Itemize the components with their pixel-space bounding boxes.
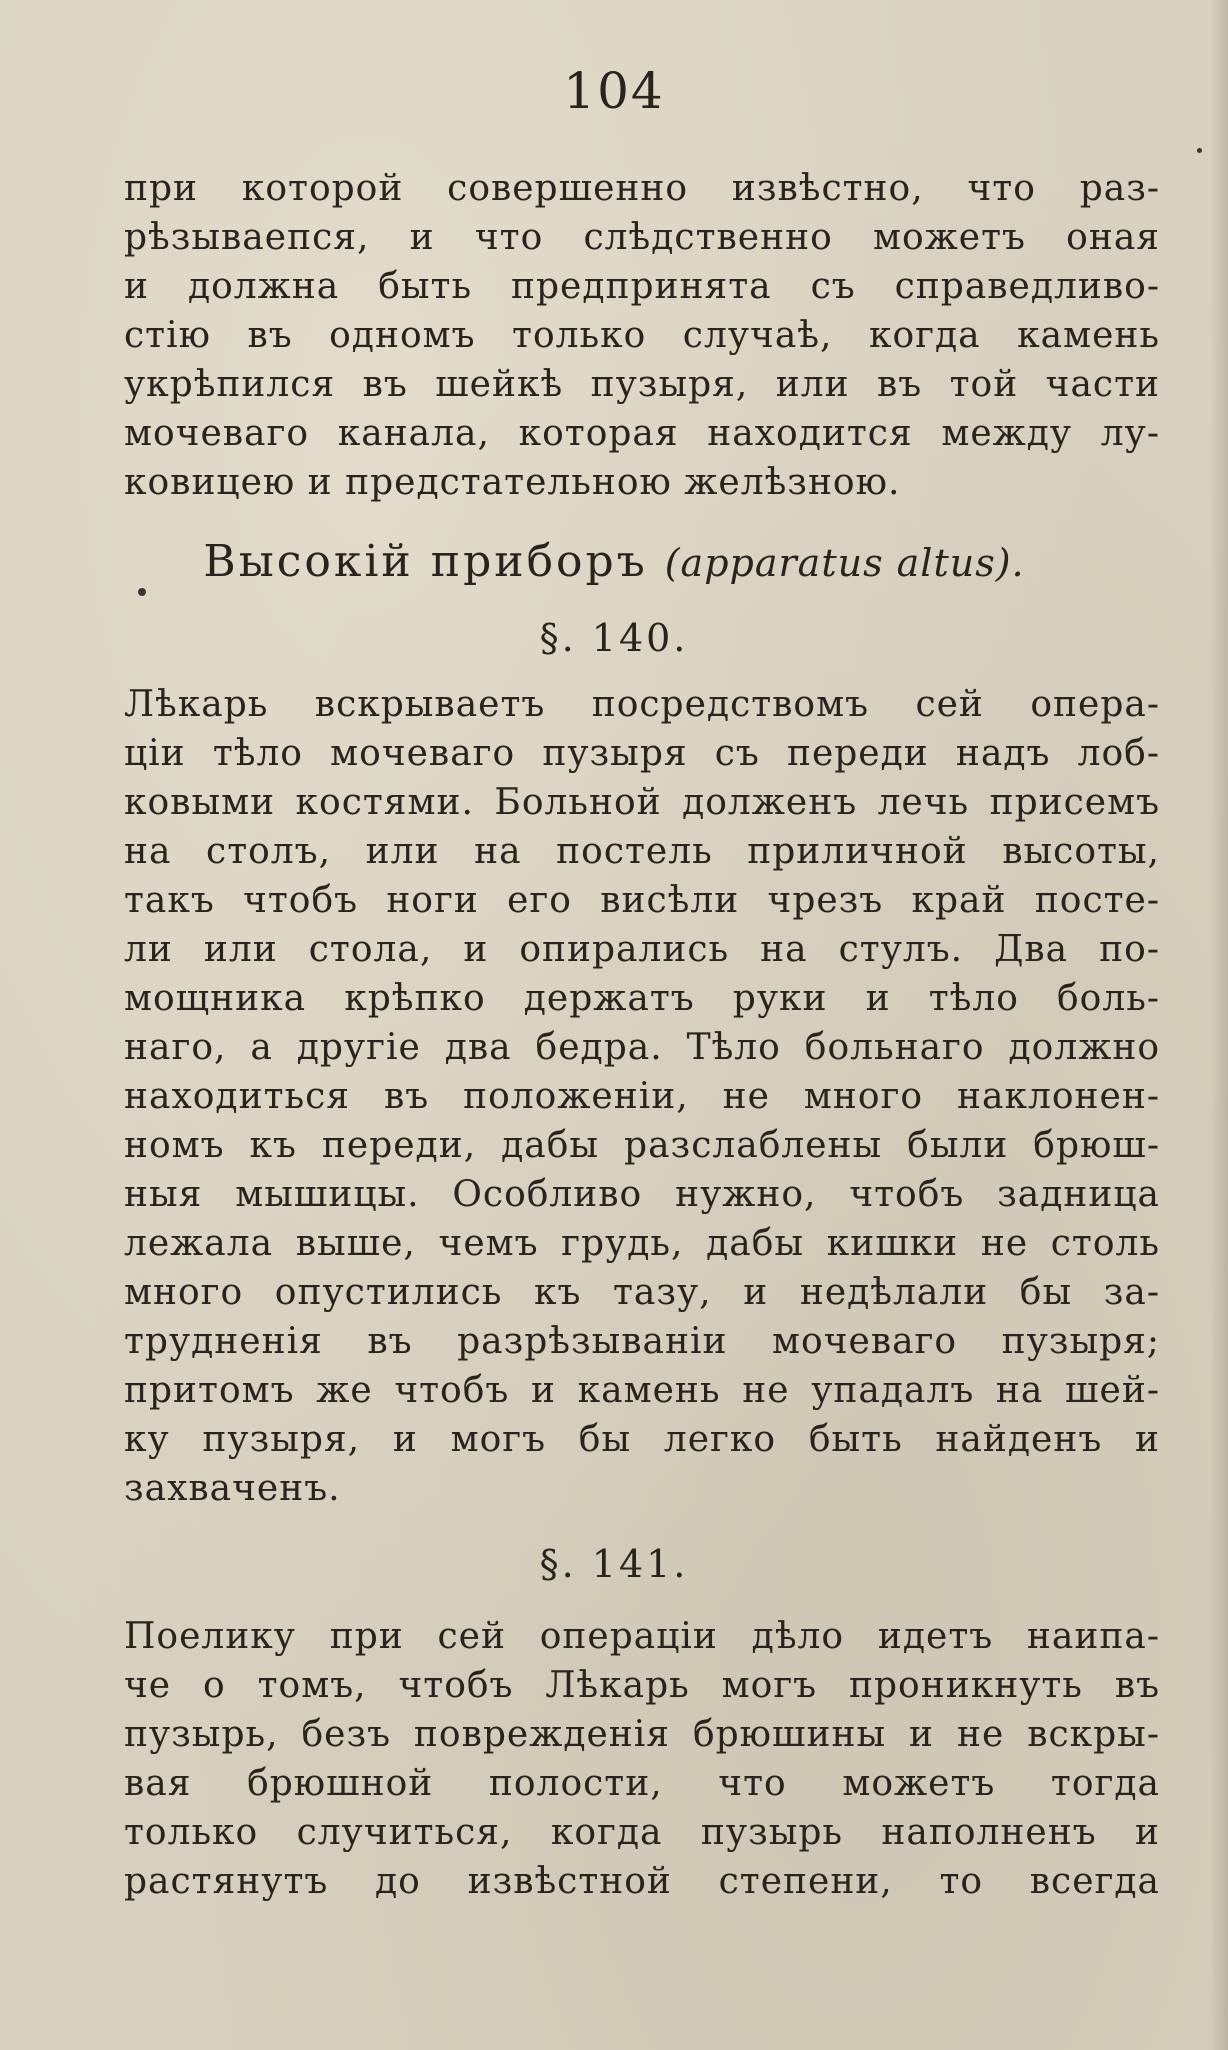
text-line: укрѣпился въ шейкѣ пузыря, или въ той части	[124, 364, 1160, 405]
page-edge-shadow	[1210, 0, 1228, 2050]
section-heading	[0, 536, 1228, 587]
text-line: такъ чтобъ ноги его висѣли чрезъ край посте-	[124, 880, 1160, 921]
text-line: растянутъ до извѣстной степени, то всегда	[124, 1861, 1160, 1902]
section-number-141: §. 141.	[539, 1542, 689, 1586]
text-line: ли или стола, и опирались на стулъ. Два по-	[124, 929, 1160, 970]
paragraph-2	[124, 680, 1160, 1513]
text-line: при которой совершенно извѣстно, что раз-	[124, 168, 1160, 209]
text-line: мощника крѣпко держатъ руки и тѣло боль-	[124, 978, 1160, 1019]
text-line: ныя мышицы. Особливо нужно, чтобъ задница	[124, 1174, 1160, 1215]
text-line: номъ къ переди, дабы разслаблены были брюш-	[124, 1125, 1160, 1166]
text-line: пузырь, безъ поврежденія брюшины и не вскры-	[124, 1714, 1160, 1755]
text-line: ковицею и предстательною желѣзною.	[124, 462, 901, 503]
text-line: много опустились къ тазу, и недѣлали бы за-	[124, 1272, 1160, 1313]
text-line: лежала выше, чемъ грудь, дабы кишки не столь	[124, 1223, 1160, 1264]
text-line: ціи тѣло мочеваго пузыря съ переди надъ лоб-	[124, 733, 1160, 774]
text-line: только случиться, когда пузырь наполненъ и	[124, 1812, 1160, 1853]
text-line: че о томъ, чтобъ Лѣкарь могъ проникнуть въ	[124, 1665, 1160, 1706]
ink-speck	[1197, 148, 1202, 153]
text-line: ку пузыря, и могъ бы легко быть найденъ и	[124, 1419, 1160, 1460]
text-line: рѣзываепся, и что слѣдственно можетъ оная	[124, 217, 1160, 258]
text-line: стію въ одномъ только случаѣ, когда камень	[124, 315, 1160, 356]
page-number: 104	[563, 62, 665, 120]
section-number-140: §. 140.	[539, 616, 689, 660]
text-line: притомъ же чтобъ и камень не упадалъ на шей-	[124, 1370, 1160, 1411]
text-line: захваченъ.	[124, 1468, 341, 1509]
text-line: Лѣкарь вскрываетъ посредствомъ сей опера-	[124, 684, 1160, 725]
paragraph-3	[124, 1612, 1160, 1906]
paragraph-1	[124, 164, 1160, 507]
text-line: мочеваго канала, которая находится между лу-	[124, 413, 1160, 454]
text-line: и должна быть предпринята съ справедливо-	[124, 266, 1160, 307]
heading-latin: (apparatus altus).	[664, 541, 1025, 585]
text-line: ковыми костями. Больной долженъ лечь присемъ	[124, 782, 1160, 823]
ink-speck	[138, 588, 146, 596]
text-line: Поелику при сей операціи дѣло идетъ наипа-	[124, 1616, 1160, 1657]
text-line: вая брюшной полости, что можетъ тогда	[124, 1763, 1160, 1804]
text-line: находиться въ положеніи, не много наклонен-	[124, 1076, 1160, 1117]
text-line: наго, а другіе два бедра. Тѣло больнаго должно	[124, 1027, 1160, 1068]
text-line: на столъ, или на постель приличной высоты,	[124, 831, 1160, 872]
text-line: трудненія въ разрѣзываніи мочеваго пузыря;	[124, 1321, 1160, 1362]
heading-text: Высокій приборъ	[203, 536, 648, 587]
